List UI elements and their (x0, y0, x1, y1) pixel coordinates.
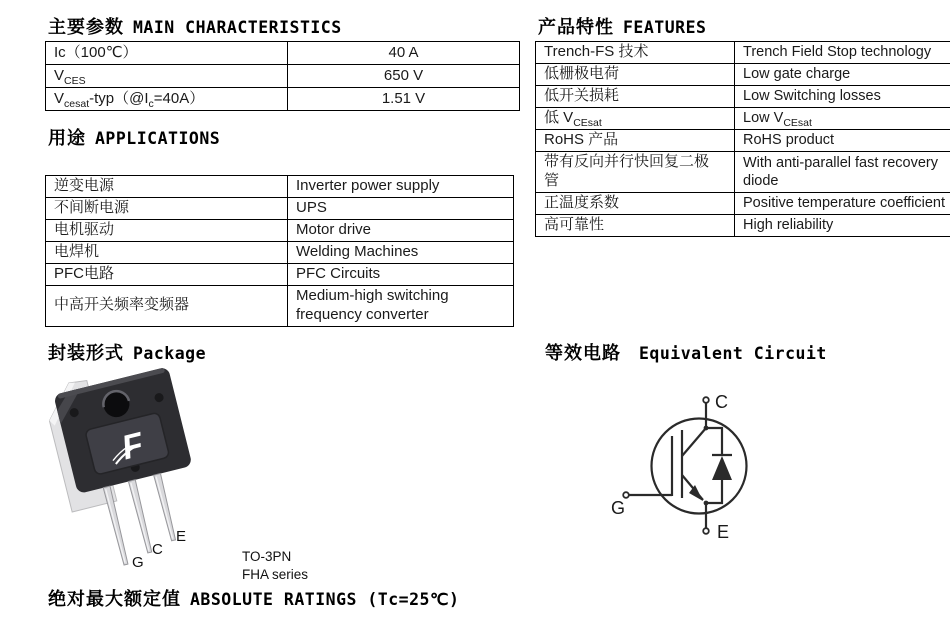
value-cell: 40 A (288, 42, 520, 65)
application-zh-cell: 电机驱动 (46, 220, 288, 242)
heading-zh: 用途 (48, 128, 86, 149)
table-row (536, 152, 950, 193)
absolute-ratings-heading (48, 585, 459, 611)
heading-en: Equivalent Circuit (639, 344, 827, 363)
application-en-cell: Medium-high switching frequency converter (288, 286, 514, 327)
table-row (46, 242, 514, 264)
applications-heading (48, 124, 220, 150)
feature-zh-cell: RoHS 产品 (536, 130, 735, 152)
main-characteristics-heading (48, 13, 342, 39)
param-cell: Ic（100℃） (46, 42, 288, 65)
feature-en-cell: Low gate charge (735, 64, 950, 86)
package-type-block (242, 548, 308, 584)
table-row (46, 220, 514, 242)
package-pin-label-c: C (152, 541, 163, 558)
table-row (46, 176, 514, 198)
table-row (536, 130, 950, 152)
heading-en: APPLICATIONS (95, 129, 221, 148)
table-row (46, 88, 520, 111)
application-zh-cell: 逆变电源 (46, 176, 288, 198)
circuit-terminal-label-e: E (717, 522, 730, 542)
features-heading (538, 13, 706, 39)
heading-zh: 等效电路 (545, 343, 621, 364)
heading-zh: 产品特性 (538, 17, 614, 38)
package-pin-label-e: E (176, 528, 187, 545)
param-cell: $V_{CES}$ (46, 65, 288, 88)
equivalent-circuit-heading (545, 339, 827, 365)
table-row (536, 64, 950, 86)
heading-en: Package (133, 344, 207, 363)
heading-en: MAIN CHARACTERISTICS (133, 18, 342, 37)
features-table (535, 41, 950, 237)
feature-zh-cell: 低栅极电荷 (536, 64, 735, 86)
table-row (536, 214, 950, 236)
svg-text:F: F (117, 425, 148, 468)
package-photo (38, 358, 248, 573)
feature-en-cell: Positive temperature coefficient (735, 192, 950, 214)
table-row (46, 42, 520, 65)
application-en-cell: PFC Circuits (288, 264, 514, 286)
table-row (536, 86, 950, 108)
package-type: TO-3PN (242, 549, 292, 564)
feature-en-cell: RoHS product (735, 130, 950, 152)
heading-zh: 绝对最大额定值 (48, 589, 181, 610)
application-en-cell: Welding Machines (288, 242, 514, 264)
feature-en-cell: Trench Field Stop technology (735, 42, 950, 64)
to-3pn-package-icon (42, 359, 212, 573)
feature-en-cell: Low $V_{CEsat}$ (735, 108, 950, 130)
package-pin-label-g: G (132, 554, 144, 571)
circuit-terminal-label-c: C (715, 392, 728, 412)
table-row (536, 108, 950, 130)
application-en-cell: Motor drive (288, 220, 514, 242)
application-en-cell: UPS (288, 198, 514, 220)
value-cell: 1.51 V (288, 88, 520, 111)
application-zh-cell: 不间断电源 (46, 198, 288, 220)
package-series: FHA series (242, 567, 309, 582)
table-row (46, 264, 514, 286)
heading-zh: 主要参数 (48, 17, 124, 38)
application-zh-cell: 中高开关频率变频器 (46, 286, 288, 327)
feature-zh-cell: 正温度系数 (536, 192, 735, 214)
table-row (46, 198, 514, 220)
heading-zh: 封装形式 (48, 343, 124, 364)
table-row (536, 42, 950, 64)
param-cell: $V_{cesat}-typ(@I_c=40A)$ (46, 88, 288, 111)
feature-zh-cell: 低开关损耗 (536, 86, 735, 108)
table-row (536, 192, 950, 214)
applications-table (45, 175, 514, 327)
application-zh-cell: 电焊机 (46, 242, 288, 264)
circuit-terminal-label-g: G (611, 498, 626, 518)
feature-en-cell: Low Switching losses (735, 86, 950, 108)
table-row (46, 286, 514, 327)
table-row (46, 65, 520, 88)
feature-en-cell: High reliability (735, 214, 950, 236)
feature-zh-cell: 带有反向并行快回复二极管 (536, 152, 735, 193)
feature-en-cell: With anti-parallel fast recovery diode (735, 152, 950, 193)
main-characteristics-table (45, 41, 520, 111)
application-zh-cell: PFC电路 (46, 264, 288, 286)
heading-en: FEATURES (623, 18, 707, 37)
heading-en: ABSOLUTE RATINGS (Tc=25℃) (190, 590, 460, 609)
application-en-cell: Inverter power supply (288, 176, 514, 198)
value-cell: 650 V (288, 65, 520, 88)
feature-zh-cell: 高可靠性 (536, 214, 735, 236)
feature-zh-cell: Trench-FS 技术 (536, 42, 735, 64)
feature-zh-cell: 低 $V_{CEsat}$ (536, 108, 735, 130)
igbt-circuit-icon (585, 380, 820, 555)
